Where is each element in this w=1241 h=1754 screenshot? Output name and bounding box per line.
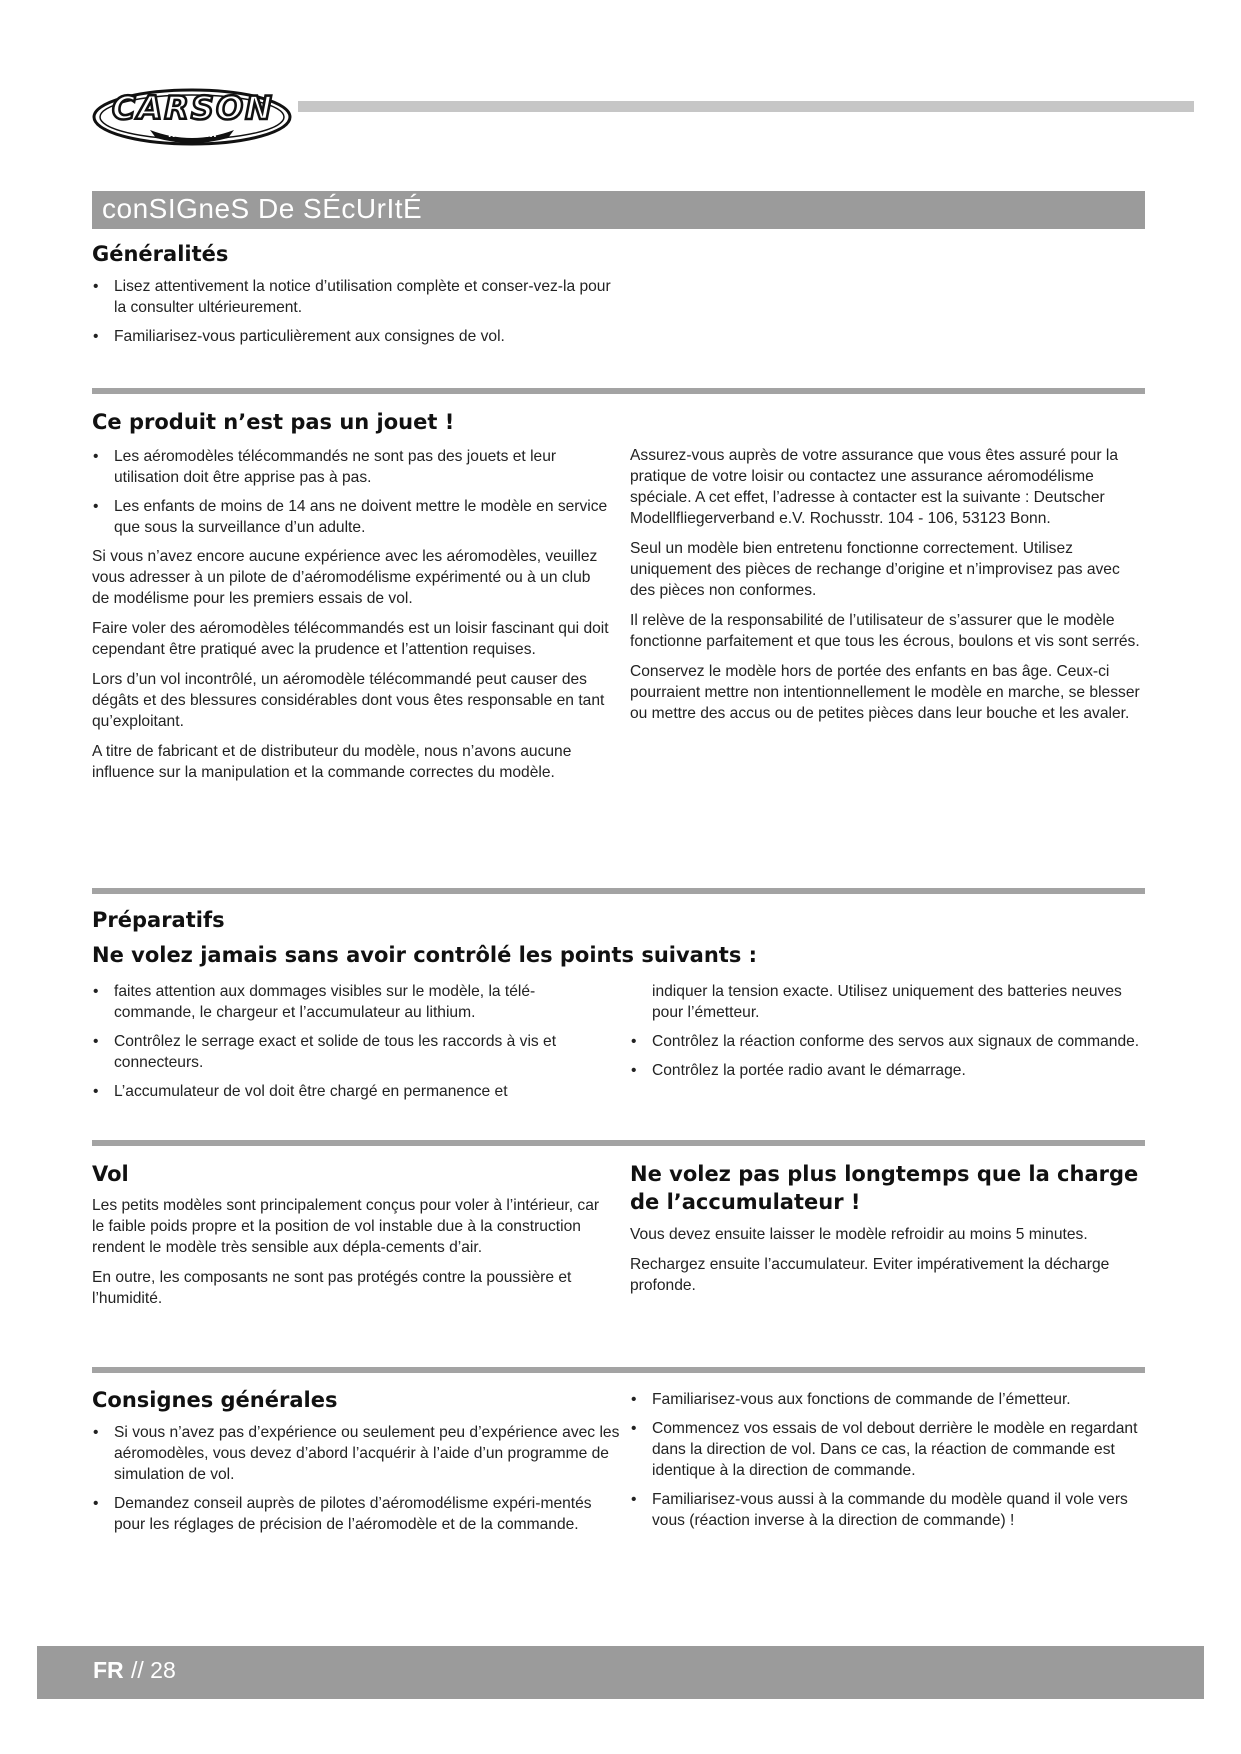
heading-charge: Ne volez pas plus longtemps que la charge de l’accumulateur ! (630, 1162, 1139, 1214)
section-jouet-right (630, 445, 1145, 733)
carson-logo-graphic (92, 86, 296, 146)
paragraph: Conservez le modèle hors de portée des enfants en bas âge. Ceux-ci pourraient mettre non intentionnellement le modèle en marche, se blesser ou mettre des accus ou de petites pièces dans leur bouche et les avaler. (630, 663, 1140, 722)
list-consignes-right (630, 1389, 1145, 1531)
paragraph: En outre, les composants ne sont pas protégés contre la poussière et l’humidité. (92, 1269, 572, 1307)
heading-consignes: Consignes générales (92, 1388, 338, 1412)
list-item: • Lisez attentivement la notice d’utilisation complète et conser-vez-la pour la consulter ultérieurement. (92, 276, 612, 318)
section-vol (92, 1160, 612, 1318)
footer-language: FR (93, 1657, 124, 1683)
paragraph: Lors d’un vol incontrôlé, un aéromodèle télécommandé peut causer des dégâts et des blessures considérables dont vous êtes responsable en tant qu’exploitant. (92, 671, 605, 730)
logo-subtext: RC SPORT (167, 130, 219, 140)
list-item: • Familiarisez-vous aux fonctions de commande de l’émetteur. (630, 1389, 1145, 1410)
section-preparatifs-right (630, 981, 1145, 1089)
list-preparatifs-left (92, 981, 612, 1102)
page-footer (37, 1646, 1204, 1699)
carson-logo (92, 86, 296, 146)
section-jouet-left (92, 408, 612, 792)
list-item: • Commencez vos essais de vol debout derrière le modèle en regardant dans la direction de vol. Dans ce cas, la réaction de commande est identique à la direction de commande. (630, 1418, 1145, 1481)
section-consignes-right (630, 1389, 1145, 1539)
list-item: • Contrôlez la réaction conforme des servos aux signaux de commande. (630, 1031, 1145, 1052)
logo-wordmark: CARSON (112, 89, 274, 127)
heading-generalites: Généralités (92, 242, 229, 266)
paragraph: Si vous n’avez encore aucune expérience avec les aéromodèles, veuillez vous adresser à un pilote de d’aéromodélisme expérimenté ou à un club de modélisme pour les premiers essais de vol. (92, 548, 598, 607)
list-item: • Demandez conseil auprès de pilotes d’aéromodélisme expéri-mentés pour les réglages de précision de l’aéromodèle et de la commande. (92, 1493, 622, 1535)
heading-vol: Vol (92, 1162, 129, 1186)
page-title-band (92, 191, 1145, 229)
paragraph: Rechargez ensuite l’accumulateur. Eviter impérativement la décharge profonde. (630, 1256, 1110, 1294)
paragraph: Assurez-vous auprès de votre assurance que vous êtes assuré pour la pratique de votre loisir ou contactez une assurance aéromodélisme spéciale. A cet effet, l’adresse à contacter est la suivante : Deutscher Modellfliegerverband e.V. Rochusstr. 104 - 106, 53123 Bonn. (630, 447, 1119, 527)
paragraph: Faire voler des aéromodèles télécommandés est un loisir fascinant qui doit cependant être pratiqué avec la prudence et l’attention requises. (92, 620, 609, 658)
list-item: • Familiarisez-vous particulièrement aux consignes de vol. (92, 326, 612, 347)
list-item: • Familiarisez-vous aussi à la commande du modèle quand il vole vers vous (réaction inverse à la direction de commande) ! (630, 1489, 1145, 1531)
list-item: • L’accumulateur de vol doit être chargé en permanence et (92, 1081, 612, 1102)
paragraph: Seul un modèle bien entretenu fonctionne correctement. Utilisez uniquement des pièces de rechange d’origine et n’improvisez pas avec des pièces non conformes. (630, 540, 1120, 599)
list-preparatifs-right (630, 981, 1145, 1081)
list-item: • Les aéromodèles télécommandés ne sont pas des jouets et leur utilisation doit être apprise pas à pas. (92, 446, 612, 488)
list-consignes-left (92, 1422, 622, 1535)
subheading-preparatifs: Ne volez jamais sans avoir contrôlé les points suivants : (92, 943, 758, 967)
paragraph: Il relève de la responsabilité de l’utilisateur de s’assurer que le modèle fonctionne parfaitement et que tous les écrous, boulons et vis sont serrés. (630, 612, 1140, 650)
section-divider (92, 1140, 1145, 1146)
paragraph: Vous devez ensuite laisser le modèle refroidir au moins 5 minutes. (630, 1226, 1088, 1243)
section-consignes-left (92, 1386, 622, 1543)
heading-preparatifs: Préparatifs (92, 908, 225, 932)
list-generalites (92, 276, 612, 347)
section-divider (92, 388, 1145, 394)
list-jouet (92, 446, 612, 538)
section-preparatifs-left (92, 981, 612, 1110)
list-item: • Les enfants de moins de 14 ans ne doivent mettre le modèle en service que sous la surveillance d’un adulte. (92, 496, 612, 538)
list-item: • Contrôlez le serrage exact et solide de tous les raccords à vis et connecteurs. (92, 1031, 612, 1073)
section-charge (630, 1160, 1145, 1305)
section-generalites (92, 240, 612, 355)
paragraph: A titre de fabricant et de distributeur du modèle, nous n’avons aucune influence sur la manipulation et la commande correctes du modèle. (92, 743, 572, 781)
list-item: • faites attention aux dommages visibles sur le modèle, la télé-commande, le chargeur et l’accumulateur au lithium. (92, 981, 612, 1023)
section-divider (92, 888, 1145, 894)
list-item: • Contrôlez la portée radio avant le démarrage. (630, 1060, 1145, 1081)
heading-jouet: Ce produit n’est pas un jouet ! (92, 410, 455, 434)
footer-page-number: // 28 (131, 1657, 176, 1683)
section-divider (92, 1367, 1145, 1373)
list-item-continuation: indiquer la tension exacte. Utilisez uniquement des batteries neuves pour l’émetteur. (652, 983, 1122, 1021)
page-title: conSIGneS De SÉcUrItÉ (102, 193, 423, 224)
header-bar (298, 101, 1194, 112)
paragraph: Les petits modèles sont principalement conçus pour voler à l’intérieur, car le faible poids propre et la position de vol instable due à la construction rendent le modèle très sensible aux dépla-cements d’air. (92, 1197, 600, 1256)
section-preparatifs-headings (92, 906, 1092, 969)
list-item: • Si vous n’avez pas d’expérience ou seulement peu d’expérience avec les aéromodèles, vous devez d’abord l’acquérir à l’aide d’un programme de simulation de vol. (92, 1422, 622, 1485)
